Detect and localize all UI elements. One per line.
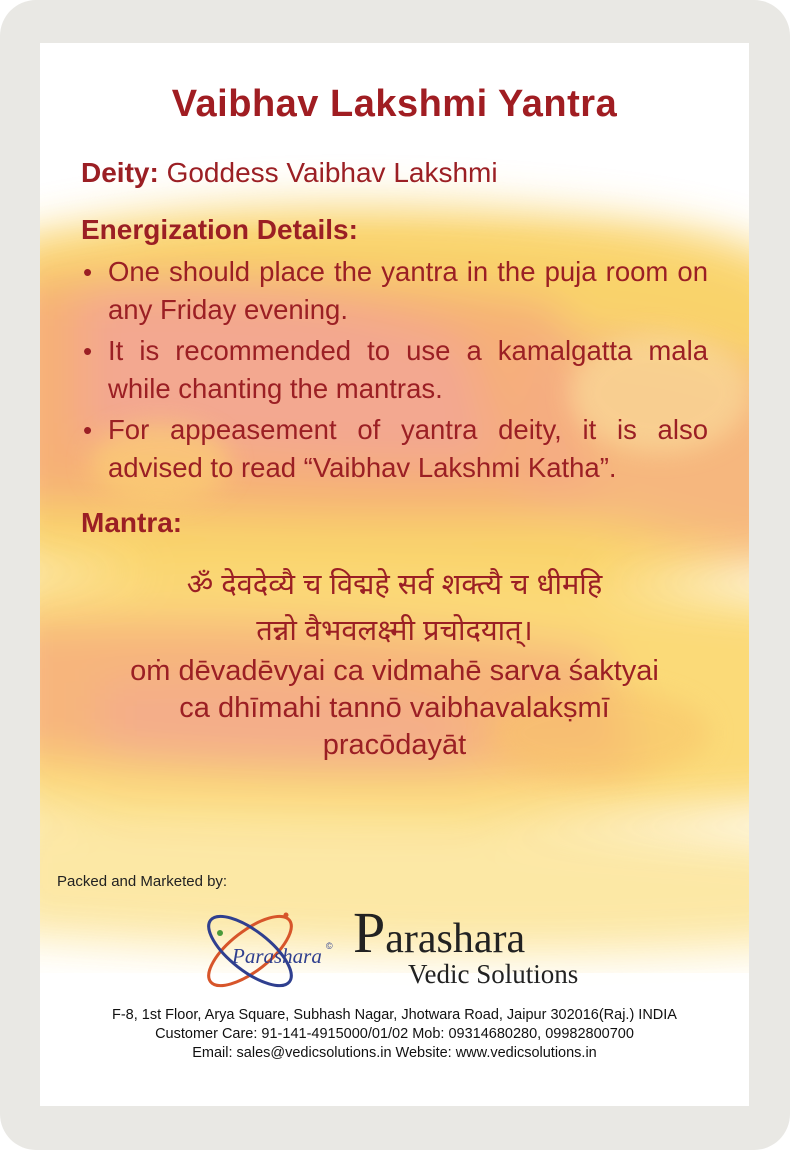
bullet-icon: • [83,415,93,445]
bullet-text: For appeasement of yantra deity, it is also advised to read “Vaibhav Lakshmi Katha”. [108,414,708,483]
bullet-icon: • [83,257,93,287]
bullet-icon: • [83,336,93,366]
bullet-text: It is recommended to use a kamalgatta mala while chanting the mantras. [108,335,708,404]
address-line: F-8, 1st Floor, Arya Square, Subhash Nagar, Jhotwara Road, Jaipur 302016(Raj.) INDIA [112,1007,677,1023]
mantra-sanskrit-line-1: ॐ देवदेव्यै च विद्महे सर्व शक्त्यै च धीमहि [186,569,603,601]
brand-name [353,900,526,965]
mantra-translit-line-3: pracōdayāt [322,729,467,761]
contact-line: Email: sales@vedicsolutions.in Website: www.vedicsolutions.in [192,1045,597,1061]
brand-initial: P [353,900,386,965]
card-content [40,43,749,1106]
deity-value: Goddess Vaibhav Lakshmi [166,157,498,188]
mantra-heading: Mantra: [81,507,183,538]
bullet-text: One should place the yantra in the puja room on any Friday evening. [108,256,708,325]
page-title: Vaibhav Lakshmi Yantra [171,83,618,125]
energization-list [81,253,708,490]
mantra-translit-line-2: ca dhīmahi tannō vaibhavalakṣmī [179,692,610,724]
packed-by-label: Packed and Marketed by: [57,873,228,890]
customer-care-line: Customer Care: 91-141-4915000/01/02 Mob: 09314680280, 09982800700 [155,1026,634,1042]
logo-mark: © [326,941,333,951]
energization-heading: Energization Details: [81,214,358,245]
yantra-card [40,43,749,1106]
parashara-logo-icon [198,903,338,999]
mantra-sanskrit-line-2: तन्नो वैभवलक्ष्मी प्रचोदयात्। [256,615,533,647]
mantra-translit-line-1: oṁ dēvadēvyai ca vidmahē sarva śaktyai [130,655,659,687]
deity-label: Deity: [81,157,159,188]
logo-text: Parashara [232,944,322,968]
brand-subtitle: Vedic Solutions [408,959,579,989]
brand-rest: arashara [385,916,526,962]
deity-line [81,157,498,189]
list-item [81,253,708,329]
list-item [81,332,708,408]
list-item [81,411,708,487]
